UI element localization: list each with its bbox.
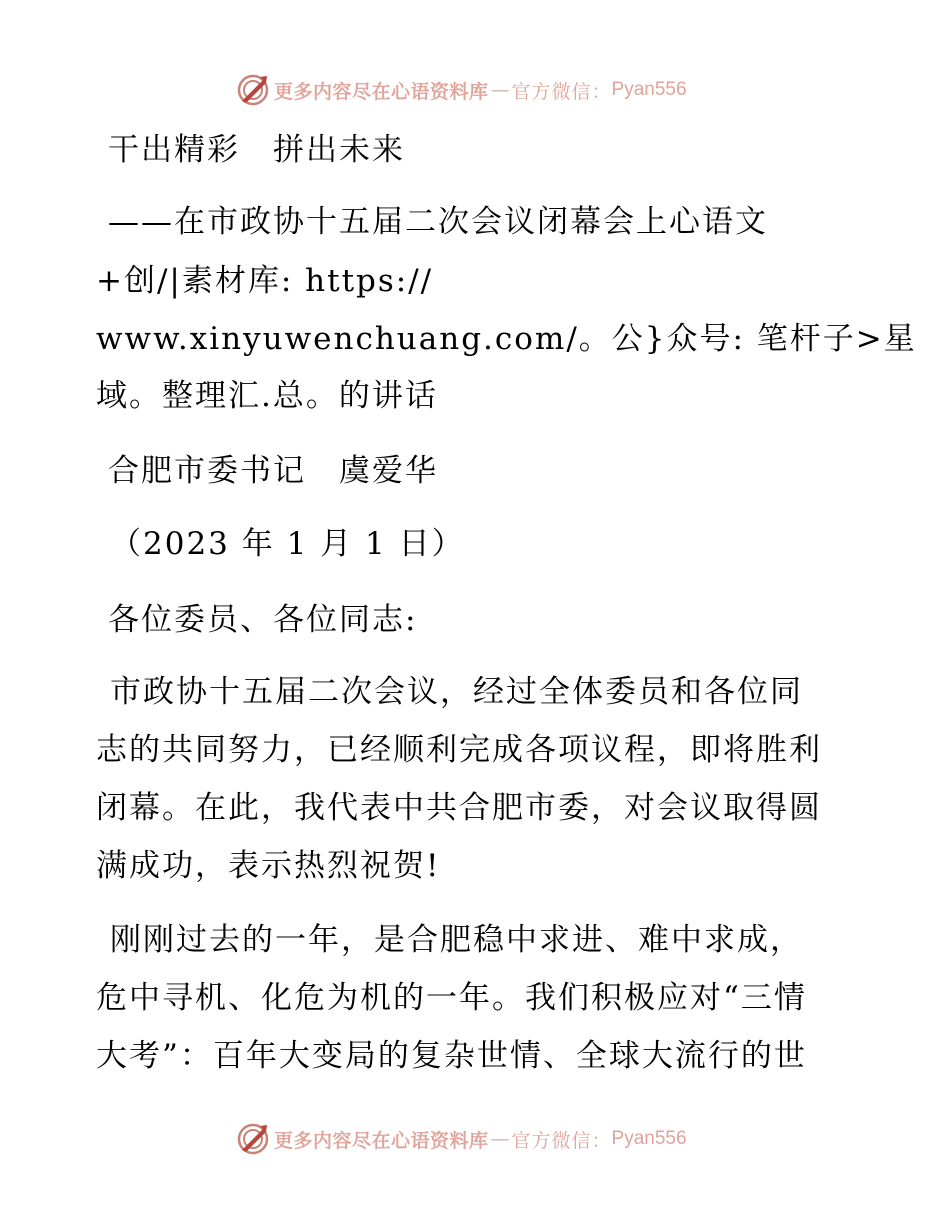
subtitle-line: +创/|素材库: https:// (96, 263, 434, 299)
logo-icon (236, 1122, 270, 1156)
banner-wechat-id: Pyan556 (611, 79, 687, 100)
paragraph-line: 满成功，表示热烈祝贺! (96, 848, 441, 884)
paragraph-line: 危中寻机、化危为机的一年。我们积极应对“三情 (96, 980, 807, 1016)
header-banner (236, 72, 756, 108)
paragraph-line: 大考”：百年大变局的复杂世情、全球大流行的世 (96, 1038, 807, 1074)
logo-icon (236, 73, 270, 107)
subtitle-line: 域。整理汇.总。的讲话 (96, 378, 438, 414)
banner-wechat-label: 官方微信： (511, 1129, 612, 1152)
banner-wechat-id: Pyan556 (611, 1128, 687, 1149)
banner-separator: — (490, 79, 510, 101)
banner-text: 更多内容尽在心语资料库 (274, 80, 489, 103)
paragraph-line: 志的共同努力，已经顺利完成各项议程，即将胜利 (96, 732, 822, 768)
salutation: 各位委员、各位同志: (108, 602, 418, 638)
banner-wechat-label: 官方微信： (511, 80, 612, 103)
banner-text: 更多内容尽在心语资料库 (274, 1129, 489, 1152)
document-title: 干出精彩 拼出未来 (108, 132, 405, 168)
paragraph-line: 市政协十五届二次会议，经过全体委员和各位同 (110, 674, 803, 710)
subtitle-line: ——在市政协十五届二次会议闭幕会上心语文 (108, 204, 768, 240)
paragraph-line: 闭幕。在此，我代表中共合肥市委，对会议取得圆 (96, 790, 822, 826)
subtitle-line: www.xinyuwenchuang.com/。公}众号: 笔杆子>星 (96, 321, 917, 357)
document-author: 合肥市委书记 虞爱华 (108, 453, 438, 489)
document-date: （2023 年 1 月 1 日） (110, 526, 465, 562)
banner-separator: — (490, 1128, 510, 1150)
footer-banner (236, 1121, 756, 1157)
paragraph-line: 刚刚过去的一年，是合肥稳中求进、难中求成， (110, 922, 803, 958)
